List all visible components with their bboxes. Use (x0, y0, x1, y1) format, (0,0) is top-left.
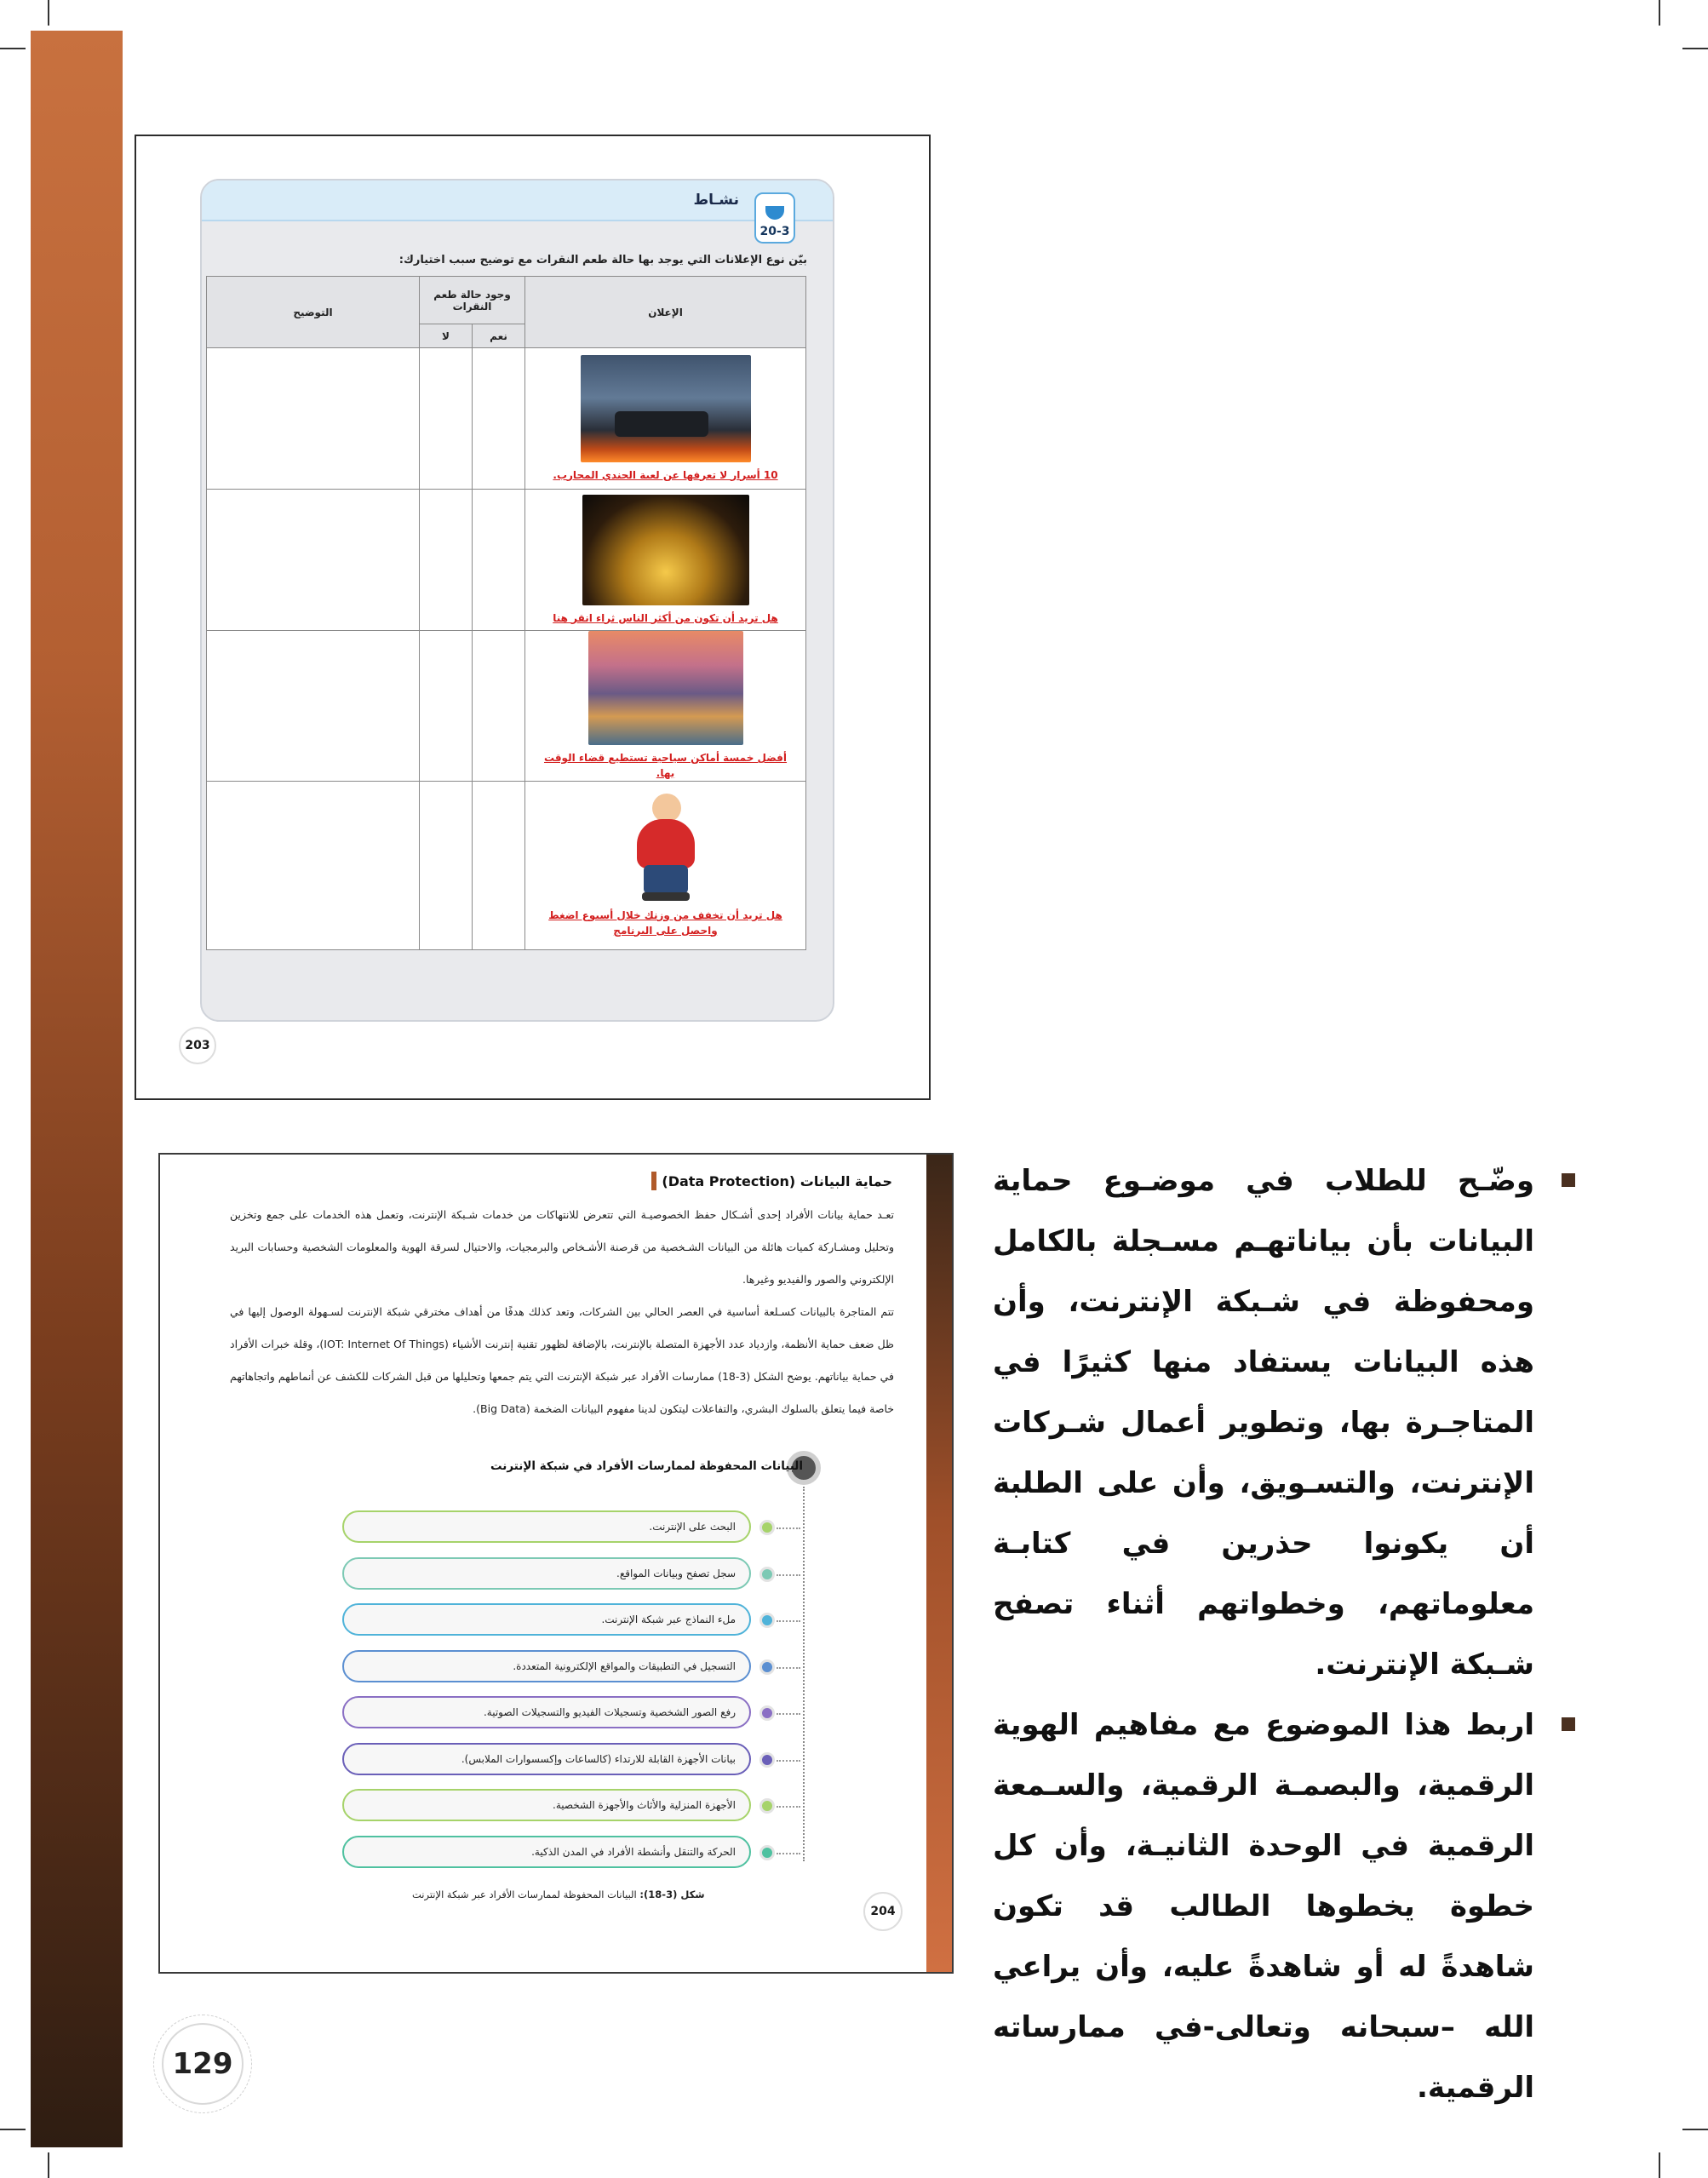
diagram-connector (777, 1853, 800, 1854)
yes-cell[interactable] (473, 631, 525, 782)
diagram-dot-icon (759, 1567, 775, 1582)
activity-header (202, 181, 833, 221)
bullet-item (993, 1151, 1538, 1695)
bullet-item (993, 1695, 1538, 2118)
data-protection-page-thumbnail (158, 1153, 954, 1974)
diagram-dot-icon (759, 1752, 775, 1768)
yes-cell[interactable] (473, 348, 525, 490)
table-row (207, 782, 806, 950)
activity-title: نشـاط (693, 192, 739, 209)
header-ad: الإعلان (525, 277, 806, 348)
header-clickbait: وجود حالة طعم النقرات (420, 277, 525, 324)
diagram-connector (777, 1527, 800, 1529)
activity-number: 20-3 (759, 225, 790, 238)
crop-mark-top-left-v (48, 0, 49, 26)
diagram-dot-icon (759, 1798, 775, 1814)
yes-cell[interactable] (473, 782, 525, 950)
no-cell[interactable] (420, 490, 473, 631)
crop-mark-bottom-right-h (1682, 2129, 1708, 2130)
bullet-square-icon (1562, 1717, 1575, 1731)
diagram-item (342, 1603, 751, 1636)
diagram-dot-icon (759, 1705, 775, 1721)
yes-cell[interactable] (473, 490, 525, 631)
diagram-item-text: البحث على الإنترنت. (649, 1521, 736, 1533)
explanation-cell[interactable] (207, 782, 420, 950)
diagram-title: البيانات المحفوظة لممارسات الأفراد في شبكة الإنترنت (490, 1459, 803, 1473)
section-title-marker (651, 1172, 656, 1190)
crop-mark-bottom-left-h (0, 2129, 26, 2130)
table-row (207, 490, 806, 631)
diagram-dot-icon (759, 1845, 775, 1860)
ad-cell (525, 348, 806, 490)
crop-mark-bottom-left-v (48, 2152, 49, 2178)
paragraph-1: تعـد حماية بيانات الأفراد إحدى أشـكال حفظ الخصوصيـة التي تتعرض للانتهاكات من خدمات شـبكة الإنترنت، وتعمل هذه الخدمات على جمع وتخزين وتحليل ومشـاركة كميات هائلة من البيانات الشـخصية من قرصنة الأشـخاص والبرمجيات، والاحتيال لسرقة الهوية والمعلومات الشخصية وحسابات البريد الإلكتروني والصور والفيديو وغيرها. (230, 1208, 894, 1286)
tank-battle-image (581, 355, 751, 462)
teacher-notes (993, 1151, 1538, 2118)
diagram-item-text: سجل تصفح وبيانات المواقع. (616, 1567, 736, 1579)
diagram-item (342, 1836, 751, 1868)
crop-mark-top-right-v (1659, 0, 1660, 26)
diagram-dot-icon (759, 1520, 775, 1535)
diagram-dot-icon (759, 1613, 775, 1628)
figure-caption-label: شكل (3-18): (639, 1889, 705, 1900)
bullet-text: اربط هذا الموضوع مع مفاهيم الهوية الرقمية، والبصمـة الرقمية، والسـمعة الرقمية في الوحدة الثانيـة، وأن كل خطوة يخطوها الطالب قد تكون شاهدةً له أو شاهدةً عليه، وأن يراعي الله –سبحانه وتعالى-في ممارساته الرقمية. (993, 1708, 1534, 2105)
diagram-item-text: بيانات الأجهزة القابلة للارتداء (كالساعات وإكسسوارات الملابس). (461, 1752, 736, 1765)
figure-caption-text: البيانات المحفوظة لممارسات الأفراد عبر شبكة الإنترنت (412, 1889, 637, 1900)
diagram-connector (777, 1620, 800, 1622)
overweight-man-image (632, 794, 700, 903)
treasure-chest-image (582, 495, 749, 605)
diagram-item (342, 1650, 751, 1682)
diagram-item-text: ملء النماذج عبر شبكة الإنترنت. (601, 1613, 736, 1625)
diagram-item (342, 1789, 751, 1821)
crop-mark-top-left-h (0, 48, 26, 49)
header-explanation: التوضيح (207, 277, 420, 348)
header-yes: نعم (473, 324, 525, 348)
ads-table (206, 276, 806, 950)
diagram-connector (777, 1713, 800, 1715)
bullet-square-icon (1562, 1173, 1575, 1187)
explanation-cell[interactable] (207, 631, 420, 782)
diagram-item (342, 1696, 751, 1728)
section-title (651, 1172, 892, 1190)
thumbnail-page-number: 203 (179, 1027, 216, 1064)
bullet-text: وضّـح للطلاب في موضـوع حماية البيانات بأن بياناتهـم مسـجلة بالكامل ومحفوظة في شـبكة الإنترنت، وأن هذه البيانات يستفاد منها كثيرًا في المتاجـرة بها، وتطوير أعمال شـركات الإنترنت، والتسـويق، وأن على الطلبة أن يكونوا حذرين في كتابـة معلوماتهم، وخطواتهم أثناء تصفح شـبكة الإنترنت. (993, 1164, 1534, 1682)
crop-mark-top-right-h (1682, 48, 1708, 49)
diagram-connector (777, 1574, 800, 1576)
ad-caption: هل تريد أن تخفف من وزنك خلال أسبوع اضغط واحصل على البرنامج (548, 908, 782, 937)
page-number: 129 (162, 2023, 244, 2105)
diagram-dot-icon (759, 1659, 775, 1675)
diagram-connector (777, 1760, 800, 1762)
coastal-town-image (588, 631, 743, 745)
header-no: لا (420, 324, 473, 348)
table-row (207, 348, 806, 490)
table-row (207, 631, 806, 782)
activity-instruction: بيّن نوع الإعلانات التي يوجد بها حالة طعم النقرات مع توضيح سبب اختيارك: (398, 254, 807, 267)
thumbnail-page-number: 204 (863, 1892, 903, 1931)
diagram-item (342, 1557, 751, 1590)
activity-badge (754, 192, 795, 244)
section-title-text: حماية البيانات (Data Protection) (662, 1172, 892, 1189)
decorative-side-bar (31, 31, 123, 2147)
ad-caption: هل تريد أن تكون من أكثر الناس ثراء انقر هنا (553, 611, 778, 624)
ad-caption: 10 أسرار لا تعرفها عن لعبة الجندي المحارب. (553, 468, 778, 481)
explanation-cell[interactable] (207, 348, 420, 490)
ad-cell (525, 782, 806, 950)
figure-caption (412, 1889, 705, 1900)
activity-page-thumbnail (135, 135, 931, 1100)
diagram-item-text: رفع الصور الشخصية وتسجيلات الفيديو والتسجيلات الصوتية. (483, 1706, 736, 1718)
diagram-connector-line (803, 1487, 805, 1861)
ad-cell (525, 490, 806, 631)
ad-caption: أفضل خمسة أماكن سياحية تستطيع قضاء الوقت بها. (543, 752, 788, 779)
diagram-item (342, 1510, 751, 1543)
no-cell[interactable] (420, 631, 473, 782)
ad-cell (525, 631, 806, 782)
diagram-item (342, 1743, 751, 1775)
no-cell[interactable] (420, 348, 473, 490)
decorative-page-strip (926, 1155, 952, 1972)
crop-mark-bottom-right-v (1659, 2152, 1660, 2178)
diagram-connector (777, 1806, 800, 1808)
activity-icon (765, 206, 784, 220)
explanation-cell[interactable] (207, 490, 420, 631)
activity-panel (200, 179, 834, 1022)
diagram-item-text: التسجيل في التطبيقات والمواقع الإلكترونية المتعددة. (513, 1659, 736, 1672)
no-cell[interactable] (420, 782, 473, 950)
diagram-item-text: الحركة والتنقل وأنشطة الأفراد في المدن الذكية. (531, 1845, 736, 1858)
diagram-item-text: الأجهزة المنزلية والأثاث والأجهزة الشخصية. (553, 1799, 736, 1811)
paragraph-2: تتم المتاجرة بالبيانات كسـلعة أساسية في العصر الحالي بين الشركات، وتعد كذلك هدفًا من أهداف مخترقي شبكة الإنترنت لسـهولة الوصول إليها في ظل ضعف حماية الأنظمة، وازدياد عدد الأجهزة المتصلة بالإنترنت، بالإضافة لظهور تقنية إنترنت الأشياء (IOT: Internet Of Things)، وقلة خبرات الأفراد في حماية بياناتهم. يوضح الشكل (3-18) ممارسات الأفراد عبر شبكة الإنترنت التي يتم جمعها وتحليلها من قبل الشركات للكشف عن أنماطهم واتجاهاتهم خاصة فيما يتعلق بالسلوك البشري، والتفاعلات ليتكون لدينا مفهوم البيانات الضخمة (Big Data). (230, 1305, 894, 1415)
diagram-connector (777, 1667, 800, 1669)
